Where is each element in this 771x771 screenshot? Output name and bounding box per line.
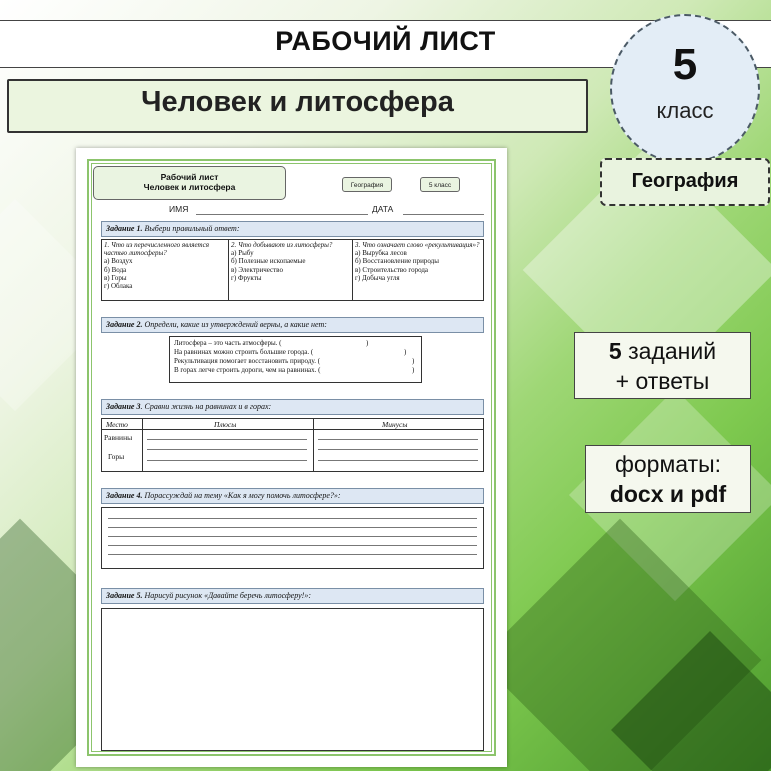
tasks-count-box <box>574 332 751 399</box>
statement-text: В горах легче строить дороги, чем на равнинах. ( <box>174 366 321 374</box>
worksheet-title <box>93 172 286 192</box>
task5-drawing-box <box>101 608 484 751</box>
task2-statements <box>169 336 422 383</box>
answer-option: а) Рыбу <box>231 249 254 258</box>
task3-header <box>101 399 484 415</box>
statement <box>174 357 417 366</box>
answer-option: в) Электричество <box>231 265 283 274</box>
tasks-count-text: заданий <box>628 338 717 364</box>
statement-text: Рекультивация помогает восстановить природу. ( <box>174 357 321 365</box>
statement <box>174 348 417 357</box>
write-line <box>108 554 477 555</box>
statement-close: ) <box>404 348 407 356</box>
grade-label: класс <box>656 98 714 123</box>
task3-label: Задание 3 <box>106 402 141 411</box>
write-line <box>147 460 307 461</box>
answers-included: + ответы <box>615 368 710 394</box>
grade-number: 5 <box>672 40 698 89</box>
date-label: ДАТА <box>372 204 394 214</box>
statement-close: ) <box>412 366 415 374</box>
worksheet-subject-chip: География <box>342 177 392 192</box>
task5-text: Нарисуй рисунок «Давайте беречь литосферу!»: <box>142 591 311 600</box>
task4-answer-box <box>101 507 484 569</box>
statement <box>174 366 417 375</box>
write-line <box>318 439 478 440</box>
write-line <box>147 439 307 440</box>
worksheet-title-line2: Человек и литосфера <box>143 182 236 192</box>
task1-header <box>101 221 484 237</box>
task2-label: Задание 2. <box>106 320 143 329</box>
col-header-cons: Минусы <box>382 420 408 429</box>
answer-option: г) Облака <box>104 282 133 291</box>
col-header-pros: Плюсы <box>214 420 237 429</box>
row-label-plains: Равнины <box>104 433 133 442</box>
topic-title: Человек и литосфера <box>141 86 454 118</box>
task3-table <box>101 418 484 472</box>
task5-label: Задание 5. <box>106 591 143 600</box>
answer-option: в) Строительство города <box>355 265 429 274</box>
statement <box>174 339 417 348</box>
task1-text: Выбери правильный ответ: <box>142 224 240 233</box>
tasks-count-number: 5 <box>608 338 622 364</box>
row-label-mountains: Горы <box>108 452 125 461</box>
answer-option: б) Полезные ископаемые <box>231 257 306 266</box>
formats-label: форматы: <box>614 451 722 477</box>
formats-value: docx и pdf <box>609 481 727 507</box>
question-text: 2. Что добывают из литосферы? <box>231 241 333 249</box>
write-line <box>108 527 477 528</box>
question-text: 1. Что из перечисленного является частью литосферы? <box>104 241 209 258</box>
task4-label: Задание 4. <box>106 491 143 500</box>
statement-close: ) <box>366 339 369 347</box>
answer-option: г) Фрукты <box>231 273 262 282</box>
answer-option: б) Вода <box>104 265 127 274</box>
date-line <box>403 214 484 215</box>
worksheet-preview <box>76 148 507 767</box>
col-divider <box>142 419 143 471</box>
formats-box <box>585 445 751 513</box>
name-line <box>196 214 368 215</box>
task2-header <box>101 317 484 333</box>
write-line <box>108 518 477 519</box>
task5-header <box>101 588 484 604</box>
statement-close: ) <box>412 357 415 365</box>
answer-option: в) Горы <box>104 273 127 282</box>
subject-label: География <box>631 170 739 192</box>
statement-text: На равнинах можно строить большие города. ( <box>174 348 314 356</box>
worksheet-title-line1: Рабочий лист <box>160 172 219 182</box>
task4-header <box>101 488 484 504</box>
page-title: РАБОЧИЙ ЛИСТ <box>275 26 496 56</box>
task1-question-1 <box>102 240 229 300</box>
answer-option: а) Вырубка лесов <box>355 249 407 258</box>
col-divider <box>313 419 314 471</box>
task1-question-3 <box>353 240 483 300</box>
statement-text: Литосфера – это часть атмосферы. ( <box>174 339 282 347</box>
answer-option: г) Добыча угля <box>355 273 400 282</box>
answer-option: а) Воздух <box>104 257 133 266</box>
row-divider <box>102 429 483 430</box>
task1-table <box>101 239 484 301</box>
task1-label: Задание 1. <box>106 224 143 233</box>
write-line <box>147 449 307 450</box>
col-header-place: Место <box>106 420 128 429</box>
write-line <box>318 460 478 461</box>
write-line <box>108 545 477 546</box>
question-text: 3. Что означает слово «рекультивация»? <box>355 241 480 249</box>
task3-text: . Сравни жизнь на равнинах и в горах: <box>140 402 272 411</box>
write-line <box>318 449 478 450</box>
worksheet-grade-chip: 5 класс <box>420 177 460 192</box>
write-line <box>108 536 477 537</box>
task1-question-2 <box>229 240 353 300</box>
name-label: ИМЯ <box>169 204 189 214</box>
answer-option: б) Восстановление природы <box>355 257 439 266</box>
task4-text: Порассуждай на тему «Как я могу помочь литосфере?»: <box>142 491 341 500</box>
task2-text: Определи, какие из утверждений верны, а какие нет: <box>142 320 327 329</box>
